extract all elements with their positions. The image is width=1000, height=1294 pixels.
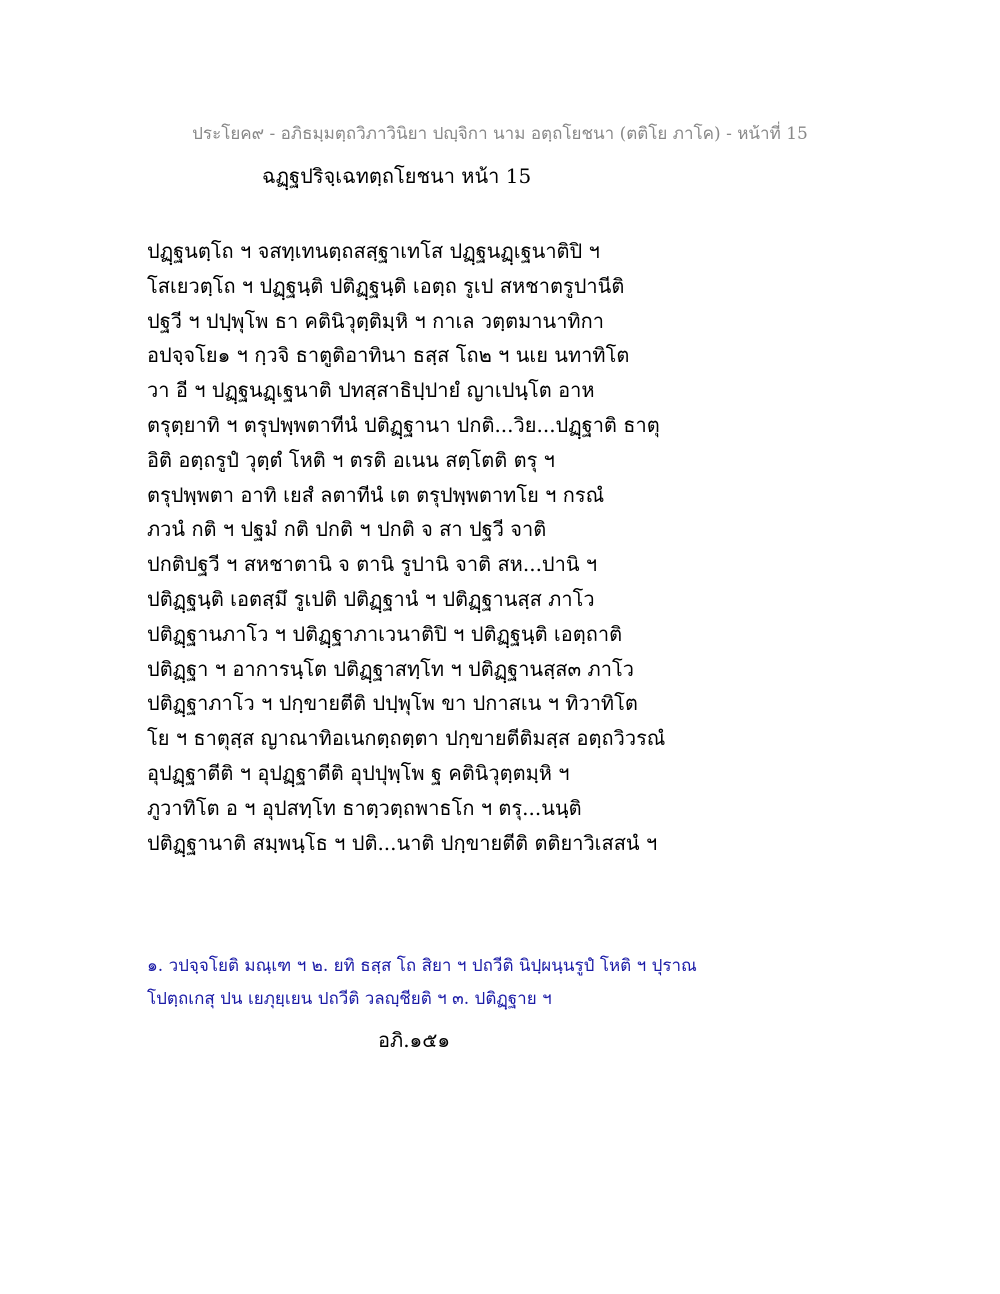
- footnote-line: โปตฺถเกสุ ปน เยภุยฺเยน ปถวีติ วลญฺชียติ ฯ ๓. ปติฏฺฐาย ฯ: [147, 989, 552, 1009]
- text-line: ปติฏฺฐานาติ สมฺพนฺโธ ฯ ปติ...นาติ ปกฺขายตีติ ตติยาวิเสสนํ ฯ: [147, 830, 658, 855]
- text-line: ปติฏฺฐนฺติ เอตสฺมึ รูเปติ ปติฏฺฐานํ ฯ ปติฏฺฐานสฺส ภาโว: [147, 586, 595, 611]
- page-reference: อภิ.๑๕๑: [378, 1028, 451, 1052]
- text-line: วา อี ฯ ปฏฺฐนฏฺเฐนาติ ปทสฺสาธิปฺปายํ ญาเปนฺโต อาห: [147, 378, 595, 403]
- text-line: อุปฏฺฐาตีติ ฯ อุปฏฺฐาตีติ อุปปุพฺโพ ฐ คตินิวุตฺตมฺหิ ฯ: [147, 760, 570, 785]
- text-line: โสเยวตฺโถ ฯ ปฏฺฐนฺติ ปติฏฺฐนฺติ เอตฺถ รูเป สหชาตรูปานีติ: [147, 273, 625, 298]
- text-line: ปติฏฺฐา ฯ อาการนฺโต ปติฏฺฐาสทฺโท ฯ ปติฏฺฐานสฺส๓ ภาโว: [147, 656, 634, 681]
- text-line: ภวนํ กติ ฯ ปฐมํ กติ ปกติ ฯ ปกติ จ สา ปฐวี จาติ: [147, 517, 547, 542]
- footnote-line: ๑. วปจฺจโยติ มณฺเฑ ฯ ๒. ยทิ ธสฺส โถ สิยา ฯ ปถวีติ นิปฺผนฺนรูปํ โหติ ฯ ปุราณ: [147, 956, 697, 976]
- text-line: อิติ อตฺถรูปํ วุตฺตํ โหติ ฯ ตรติ อเนน สตฺโตติ ตรุ ฯ: [147, 447, 555, 472]
- text-line: ตรุตฺยาทิ ฯ ตรุปพฺพตาทีนํ ปติฏฺฐานา ปกติ...วิย...ปฏฺฐาติ ธาตุ: [147, 412, 660, 437]
- body-text: [147, 234, 867, 860]
- running-header: ประโยค๙ - อภิธมฺมตฺถวิภาวินิยา ปญฺจิกา นาม อตฺถโยชนา (ตติโย ภาโค) - หน้าที่ 15: [192, 124, 808, 144]
- text-line: ปกติปฐวี ฯ สหชาตานิ จ ตานิ รูปานิ จาติ สห...ปานิ ฯ: [147, 552, 598, 577]
- text-line: ตรุปพฺพตา อาทิ เยสํ ลตาทีนํ เต ตรุปพฺพตาทโย ฯ กรณํ: [147, 482, 605, 507]
- text-line: โย ฯ ธาตุสฺส ญาณาทิอเนกตฺถตฺตา ปกฺขายตีติมสฺส อตฺถวิวรณํ: [147, 726, 666, 751]
- text-line: ปติฏฺฐาภาโว ฯ ปกฺขายตีติ ปปฺพุโพ ขา ปกาสเน ฯ ทิวาทิโต: [147, 691, 638, 716]
- footnotes: [147, 950, 867, 1016]
- text-line: ปฏฺฐนตฺโถ ฯ จสทฺเทนตฺถสสฺฐาเทโส ปฏฺฐนฏฺเฐนาติปิ ฯ: [147, 239, 600, 263]
- text-line: ปติฏฺฐานภาโว ฯ ปติฏฺฐาภาเวนาติปิ ฯ ปติฏฺฐนฺติ เอตฺถาติ: [147, 621, 623, 646]
- text-line: ภูวาทิโต อ ฯ อุปสทฺโท ธาตฺวตฺถพาธโก ฯ ตรุ...นนฺติ: [147, 795, 582, 820]
- section-title: ฉฏฺฐปริจฺเฉทตฺถโยชนา หน้า 15: [262, 164, 532, 188]
- text-line: อปจฺจโย๑ ฯ กฺวจิ ธาตูติอาทินา ธสฺส โถ๒ ฯ นเย นทาทิโต: [147, 343, 630, 368]
- text-line: ปฐวี ฯ ปปฺพุโพ ธา คตินิวุตฺติมฺหิ ฯ กาเล วตฺตมานาทิกา: [147, 308, 604, 333]
